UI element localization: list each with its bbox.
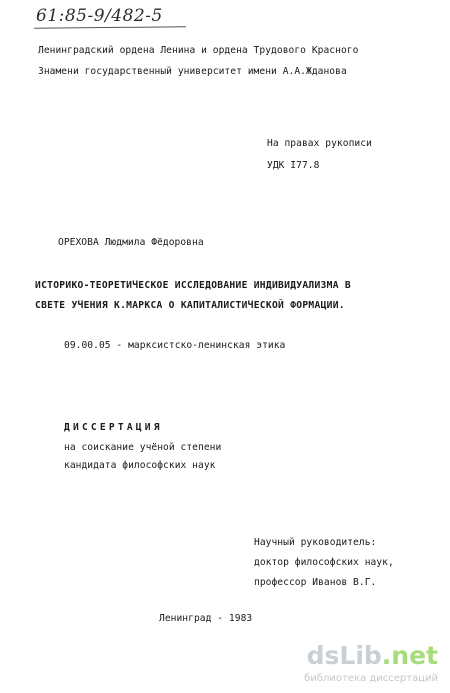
title-line-2: СВЕТЕ УЧЕНИЯ К.МАРКСА О КАПИТАЛИСТИЧЕСКОЙ ФОРМАЦИИ. [35,300,345,311]
specialty-code: 09.00.05 - марксистско-ленинская этика [64,340,286,351]
degree-line-2: кандидата философских наук [64,460,216,471]
handwritten-underline [34,26,186,29]
udc-code: УДК I77.8 [267,160,320,171]
rights-notice: На правах рукописи [267,138,372,149]
institution-line-1: Ленинградский ордена Ленина и ордена Трудового Красного [38,45,359,56]
watermark-tagline: библиотека диссертаций [304,673,438,684]
author-name: ОРЕХОВА Людмила Фёдоровна [58,237,204,248]
supervisor-name: профессор Иванов В.Г. [254,577,377,588]
city-year: Ленинград - 1983 [159,613,253,624]
handwritten-reference: 61:85-9/482-5 [36,6,163,26]
watermark-logo-part-1: dsLib [306,641,382,670]
title-line-1: ИСТОРИКО-ТЕОРЕТИЧЕСКОЕ ИССЛЕДОВАНИЕ ИНДИВИДУАЛИЗМА В [35,280,351,291]
institution-line-2: Знамени государственный университет имени А.А.Жданова [38,66,347,77]
degree-line-1: на соискание учёной степени [64,442,222,453]
watermark-logo [307,642,438,670]
dissertation-heading: ДИССЕРТАЦИЯ [64,422,163,433]
supervisor-degree: доктор философских наук, [254,557,394,568]
watermark-logo-part-2: .net [381,641,438,670]
supervisor-label: Научный руководитель: [254,537,377,548]
